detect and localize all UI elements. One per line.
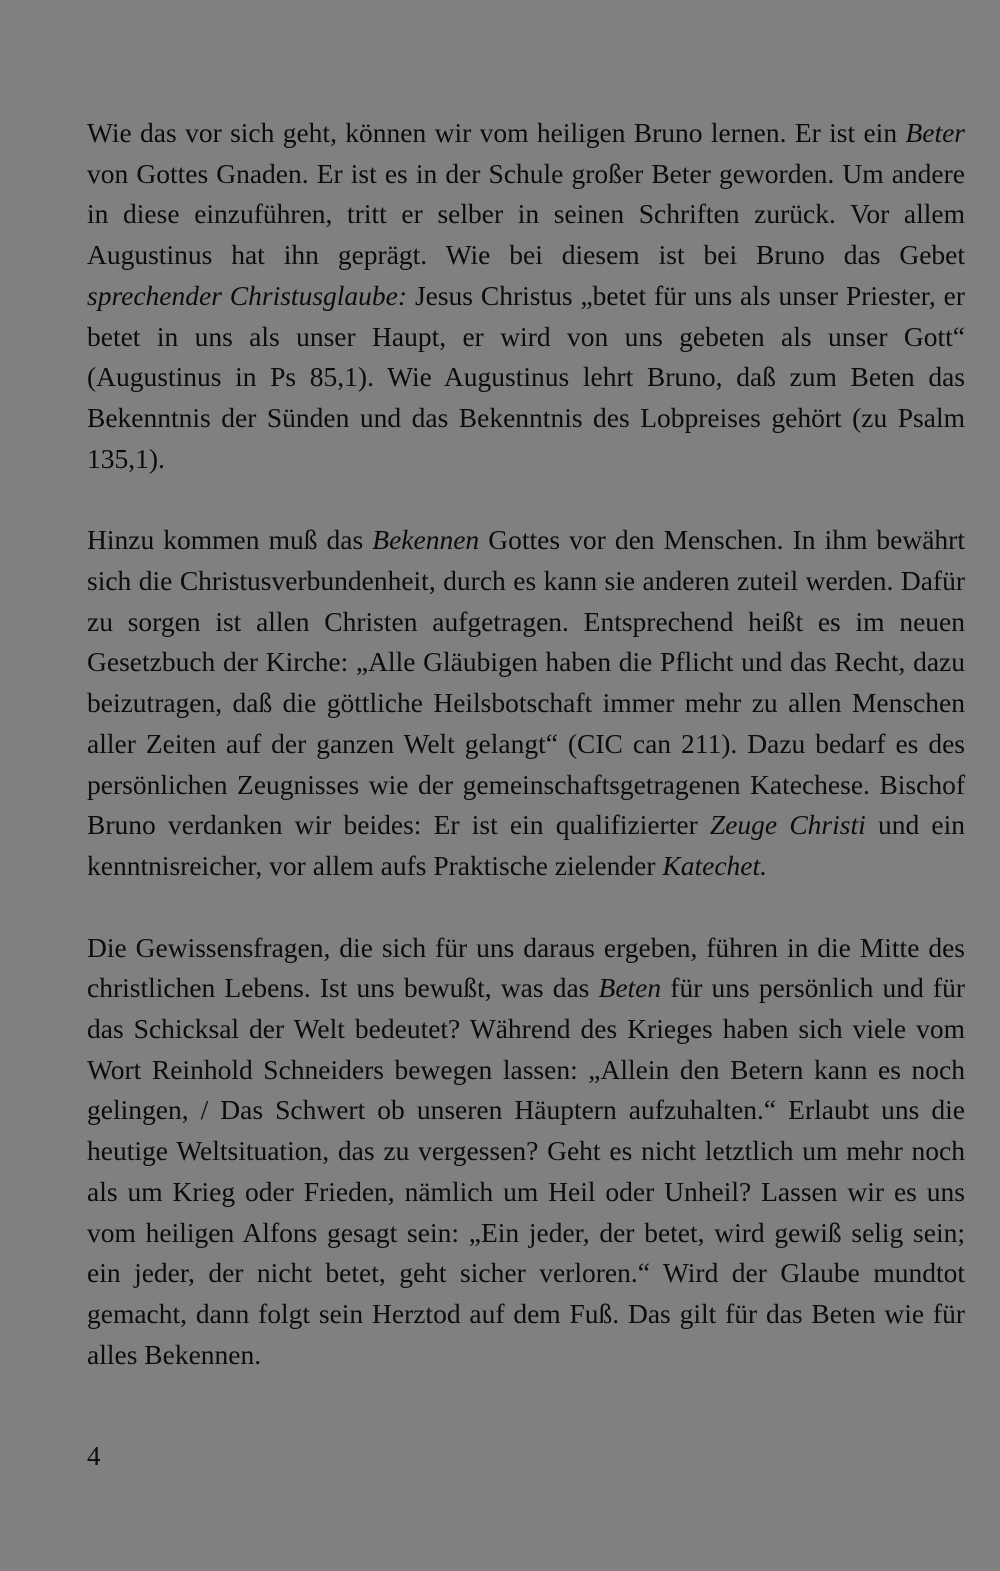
- page-body: [87, 113, 965, 1375]
- paragraph-2-text: und ein kenntnisreicher, vor allem aufs Praktische zielender: [87, 809, 965, 881]
- emphasis-beten: Beten: [598, 972, 662, 1004]
- paragraph-2: [87, 520, 965, 886]
- emphasis-beter: Beter: [905, 117, 965, 148]
- emphasis-sprechender-christusglaube: sprechender Christusglaube:: [87, 279, 408, 311]
- paragraph-2-text: Gottes vor den Menschen. In ihm bewährt sich die Christusverbundenheit, durch es kann sie anderen zuteil werden. Dafür zu sorgen ist allen Christen aufgetragen. Entsprechend heißt es im neuen Gesetzbuch der Kirche: „Alle Gläubigen haben die Pflicht und das Recht, dazu beizutragen, daß die göttliche Heilsbotschaft immer mehr zu allen Menschen aller Zeiten auf der ganzen Welt gelangt“ (CIC can 211). Dazu bedarf es des persönlichen Zeugnisses wie der gemeinschaftsgetragenen Katechese. Bischof Bruno verdanken wir beides: Er ist ein qualifizierter: [87, 524, 965, 841]
- paragraph-3-text: für uns persönlich und für das Schicksal der Welt bedeutet? Während des Krieges haben sich viele vom Wort Reinhold Schneiders bewegen lassen: „Allein den Betern kann es noch gelingen, / Das Schwert ob unseren Häuptern aufzuhalten.“ Erlaubt uns die heutige Weltsituation, das zu vergessen? Geht es nicht letztlich um mehr noch als um Krieg oder Frieden, nämlich um Heil oder Unheil? Lassen wir es uns vom heiligen Alfons gesagt sein: „Ein jeder, der betet, wird gewiß selig sein; ein jeder, der nicht betet, geht sicher verloren.“ Wird der Glaube mundtot gemacht, dann folgt sein Herztod auf dem Fuß. Das gilt für das Beten wie für alles Bekennen.: [87, 972, 965, 1370]
- paragraph-3: [87, 928, 965, 1376]
- emphasis-katechet: Katechet.: [662, 849, 768, 881]
- paragraph-1-text: von Gottes Gnaden. Er ist es in der Schule großer Beter geworden. Um andere in diese einzuführen, tritt er selber in seinen Schriften zurück. Vor allem Augustinus hat ihn geprägt. Wie bei diesem ist bei Bruno das Gebet: [87, 157, 965, 271]
- paragraph-2-text: Hinzu kommen muß das: [87, 524, 373, 556]
- page-number: 4: [87, 1441, 101, 1471]
- emphasis-bekennen: Bekennen: [372, 524, 480, 556]
- paragraph-1: [87, 113, 965, 479]
- paragraph-3-text: Die Gewissensfragen, die sich für uns daraus ergeben, führen in die Mitte des christlichen Lebens. Ist uns bewußt, was das: [87, 931, 965, 1004]
- paragraph-1-text: Jesus Christus „betet für uns als unser Priester, er betet in uns als unser Haupt, er wird von uns gebeten als unser Gott“ (Augustinus in Ps 85,1). Wie Augustinus lehrt Bruno, daß zum Beten das Bekenntnis der Sünden und das Bekenntnis des Lobpreises gehört (zu Psalm 135,1).: [87, 279, 965, 474]
- paragraph-1-text: Wie das vor sich geht, können wir vom heiligen Bruno lernen. Er ist ein: [87, 117, 906, 148]
- emphasis-zeuge-christi: Zeuge Christi: [709, 809, 866, 841]
